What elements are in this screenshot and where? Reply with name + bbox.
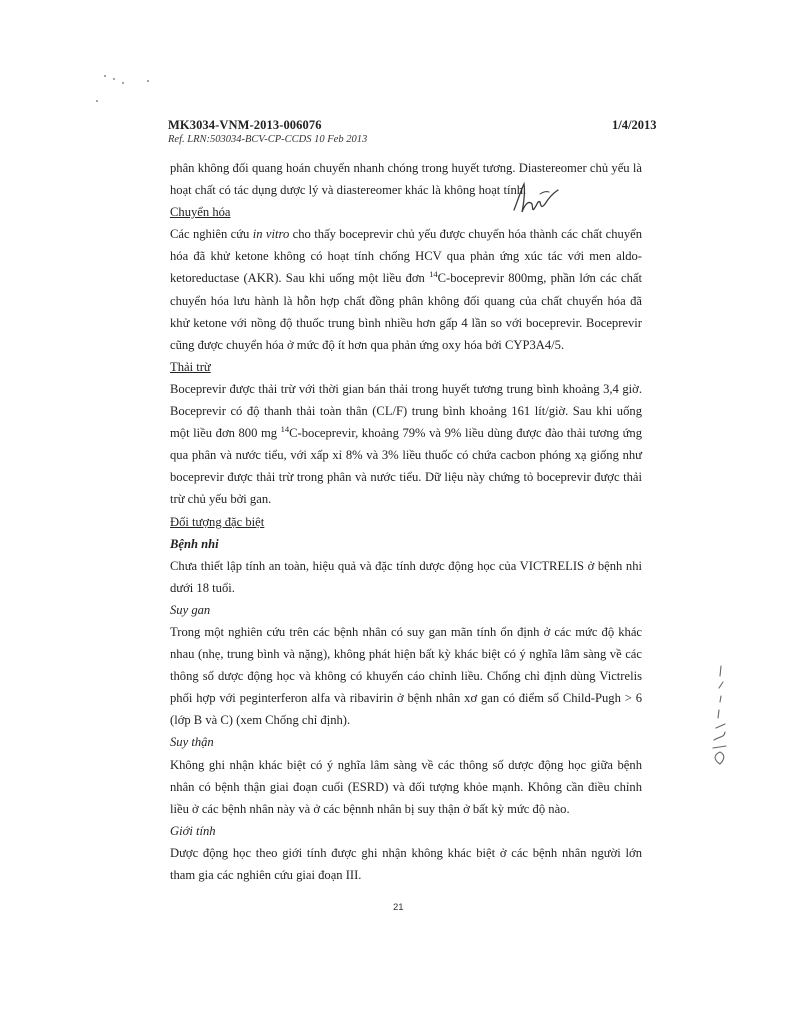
paragraph-benh-nhi: Chưa thiết lập tính an toàn, hiệu quả và đặc tính dược động học của VICTRELIS ở bệnh nhi dưới 18 tuổi. [170, 558, 642, 595]
text-run: C-boceprevir 800mg, phần lớn các chất chuyển hóa lưu hành là hỗn hợp chất đồng phân không đối quang của chất chuyển hóa đã khử ketone với nồng độ thuốc trung bình nhiều hơn gấp 4 lần so với boceprevir. Boceprevir cũng được chuyển hóa ở mức độ ít hơn qua phản ứng oxy hóa bởi CYP3A4/5. [170, 271, 642, 352]
paragraph-suy-than: Không ghi nhận khác biệt có ý nghĩa lâm sàng về các thông số dược động học giữa bệnh nhân có bệnh thận giai đoạn cuối (ESRD) và đối tượng khỏe mạnh. Không cần điều chỉnh liều ở các bệnh nhân này và ở các bệnnh nhân bị suy thận ở bất kỳ mức độ nào. [170, 757, 642, 816]
page-number: 21 [393, 902, 404, 913]
subheading-benh-nhi: Bệnh nhi [170, 536, 219, 551]
subheading-suy-gan: Suy gan [170, 602, 211, 617]
paragraph-chuyen-hoa [170, 223, 642, 356]
subheading-gioi-tinh: Giới tính [170, 823, 216, 838]
isotope-superscript: 14 [429, 269, 438, 280]
scan-speck [147, 80, 149, 82]
text-run: cho thấy boceprevir chủ yếu được chuyển hóa thành các chất chuyển hóa đã khử ketone không có hoạt tính chống HCV qua phản ứng xúc tác với men aldo-ketoreductase (AKR). Sau khi uống một liều đơn [170, 227, 643, 286]
paragraph-gioi-tinh: Dược động học theo giới tính được ghi nhận không khác biệt ở các bệnh nhân người lớn tham gia các nghiên cứu giai đoạn III. [170, 845, 642, 882]
scan-speck [104, 75, 106, 77]
section-heading-chuyen-hoa: Chuyển hóa [170, 205, 231, 220]
isotope-superscript: 14 [280, 424, 290, 435]
paragraph-thai-tru [170, 378, 642, 511]
document-id: MK3034-VNM-2013-006076 [168, 118, 322, 132]
text-run: Boceprevir được thải trừ với thời gian bán thải trong huyết tương trung bình khoảng 3,4 giờ. Boceprevir có độ thanh thải toàn thân (CL/F) trung bình khoảng 161 lít/giờ. Sau khi uống một liều đơn 800 mg [170, 381, 642, 441]
document-reference: Ref. LRN:503034-BCV-CP-CCDS 10 Feb 2013 [168, 134, 368, 145]
scan-speck [113, 78, 115, 80]
document-body [170, 157, 642, 886]
text-run: C-boceprevir, khoảng 79% và 9% liều dùng được đào thải tương ứng qua phân và nước tiểu, với xấp xỉ 8% và 3% liều thuốc có chứa cacbon phóng xạ giống như boceprevir được thải trừ trong phân và nước tiểu. Dữ liệu này chứng tỏ boceprevir được thải trừ chủ yếu bởi gan. [170, 426, 642, 507]
section-heading-thai-tru: Thải trừ [170, 359, 211, 374]
italic-term: in vitro [252, 227, 290, 242]
subheading-suy-than: Suy thận [170, 735, 214, 750]
paragraph: phân không đối quang hoán chuyển nhanh chóng trong huyết tương. Diastereomer chủ yếu là hoạt chất có tác dụng dược lý và diastereomer khác là không hoạt tính. [170, 161, 642, 198]
scan-speck [122, 82, 124, 84]
scan-speck [96, 100, 98, 102]
margin-note-icon [700, 660, 734, 770]
document-header [168, 118, 367, 145]
section-heading-doi-tuong: Đối tượng đặc biệt [170, 514, 265, 529]
paragraph-suy-gan: Trong một nghiên cứu trên các bệnh nhân có suy gan mãn tính ổn định ở các mức độ khác nhau (nhẹ, trung bình và nặng), không phát hiện bất kỳ khác biệt có ý nghĩa lâm sàng về các thông số dược động học và không có khuyến cáo chỉnh liều. Chống chỉ định dùng Victrelis phối hợp với peginterferon alfa và ribavirin ở bệnh nhân xơ gan có điểm số Child-Pugh > 6 (lớp B và C) (xem Chống chỉ định). [170, 624, 642, 728]
text-run: Các nghiên cứu [170, 227, 253, 242]
document-date: 1/4/2013 [612, 118, 657, 132]
